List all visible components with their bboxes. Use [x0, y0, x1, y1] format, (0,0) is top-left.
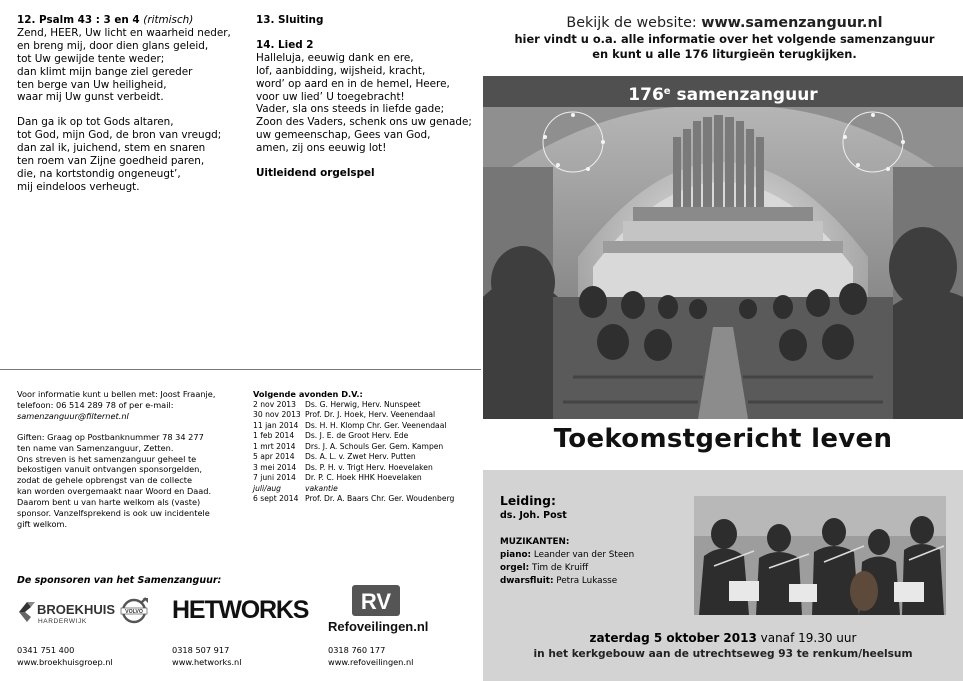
psalm-heading: 12. Psalm 43 : 3 en 4 (ritmisch) [17, 14, 194, 26]
info-line: bekostigen vanuit ontvangen sponsorgelden, [17, 464, 202, 475]
broekhuis-logo [17, 597, 152, 627]
psalm-line: waar mij Uw gunst verbeidt. [17, 91, 164, 104]
evenings-title: Volgende avonden D.V.: [253, 389, 363, 399]
evening-date: 30 nov 2013 [253, 410, 301, 419]
song-line: uw gemeenschap, Gees van God, [256, 129, 431, 142]
evening-row [253, 400, 481, 411]
edition-banner [483, 76, 963, 107]
sponsors-title: De sponsoren van het Samenzanguur: [17, 575, 222, 586]
edition-ordinal: e [663, 86, 671, 97]
sponsor-phone: 0318 507 917 [172, 645, 230, 655]
broekhuis-name: BROEKHUIS [37, 602, 116, 617]
psalm-line: ten berge van Uw heiligheid, [17, 78, 167, 91]
song-line: lof, aanbidding, wijsheid, kracht, [256, 64, 426, 77]
evening-date: 3 mei 2014 [253, 462, 297, 472]
sponsor-url[interactable]: www.broekhuisgroep.nl [17, 656, 113, 667]
song-text [256, 52, 481, 155]
psalm-line: dan klimt mijn bange ziel gereder [17, 65, 193, 78]
info-line: Daarom bent u van harte welkom als (vaste) [17, 497, 201, 508]
evening-date: 11 jan 2014 [253, 420, 299, 430]
info-line: telefoon: 06 514 289 78 of per e-mail: [17, 399, 174, 410]
event-time: vanaf 19.30 uur [756, 631, 857, 645]
evening-date: 1 feb 2014 [253, 431, 295, 440]
psalm-stanza-2 [17, 116, 247, 193]
song-heading: 14. Lied 2 [256, 38, 314, 51]
section-divider [0, 369, 481, 370]
song-line: Vader, sla ons steeds in liefde gade; [256, 103, 445, 116]
evening-speaker: Ds. H. H. Klomp Chr. Ger. Veenendaal [305, 420, 447, 430]
musician-role: orgel: [500, 563, 530, 573]
evening-speaker: Prof. Dr. J. Hoek, Herv. Veenendaal [305, 410, 436, 419]
evening-date: juli/aug [253, 483, 281, 493]
psalm-line: Zend, HEER, Uw licht en waarheid neder, [17, 26, 231, 39]
psalm-line: tot Uw gewijde tente weder; [17, 52, 165, 65]
sponsor-contact [17, 645, 113, 668]
song-line: amen, zij ons eeuwig lot! [256, 142, 387, 155]
event-date-line [483, 630, 963, 647]
musician-role: piano: [500, 550, 532, 560]
evening-speaker: Ds. J. E. de Groot Herv. Ede [305, 431, 409, 440]
evening-row [253, 494, 481, 505]
psalm-line: Dan ga ik op tot Gods altaren, [17, 116, 174, 129]
evening-row [253, 421, 481, 432]
info-line: zodat de gehele opbrengst van de collecte [17, 475, 192, 486]
website-info-line: hier vindt u o.a. alle informatie over het volgende samenzanguur [514, 32, 935, 46]
psalm-column [17, 14, 247, 194]
psalm-line: mij eindeloos verheugt. [17, 180, 140, 193]
musician-name: Tim de Kruiff [529, 563, 589, 573]
evening-row [253, 484, 481, 495]
website-info-line: en kunt u alle 176 liturgieën terugkijken. [592, 47, 857, 61]
closing-heading: 13. Sluiting [256, 14, 324, 26]
info-line: Ons streven is het samenzanguur geheel te [17, 453, 197, 464]
musician-role: dwarsfluit: [500, 576, 554, 586]
psalm-line: ten roem van Zijne goedheid paren, [17, 155, 205, 168]
info-line: kan worden overgemaakt naar Woord en Daad. [17, 486, 212, 497]
rv-badge-text: RV [360, 589, 392, 614]
evening-speaker: Dr. P. C. Hoek HHK Hoevelaken [305, 473, 422, 482]
evening-row [253, 463, 481, 474]
musician-row [500, 575, 634, 588]
info-line: gift welkom. [17, 518, 68, 529]
leading-label: Leiding: [500, 494, 556, 508]
sponsor-phone: 0341 751 400 [17, 645, 75, 655]
info-line: Giften: Graag op Postbanknummer 78 34 277 [17, 431, 204, 442]
refoveilingen-name: Refoveilingen.nl [328, 619, 429, 634]
info-line: ten name van Samenzanguur, Zetten. [17, 442, 174, 453]
sponsor-contact [328, 645, 413, 668]
evening-speaker: Ds. A. L. v. Zwet Herv. Putten [305, 452, 416, 461]
evening-row [253, 473, 481, 484]
psalm-line: en breng mij, door dien glans geleid, [17, 39, 209, 52]
musicians-photo [694, 496, 946, 615]
edition-number: 176 [628, 85, 664, 105]
musician-name: Petra Lukasse [553, 576, 618, 586]
hetworks-logo: HETWORKS [172, 596, 309, 624]
organ-heading: Uitleidend orgelspel [256, 167, 375, 180]
song-line: Zoon des Vaders, schenk ons uw genade; [256, 116, 472, 129]
edition-label: samenzanguur [670, 85, 818, 105]
info-block [17, 389, 245, 530]
website-line: Bekijk de website: www.samenzanguur.nl [566, 15, 883, 31]
broekhuis-sub: HARDERWIJK [38, 618, 87, 625]
evening-speaker: Drs. J. A. Schouls Ger. Gem. Kampen [305, 441, 444, 451]
website-block [486, 14, 963, 62]
evening-date: 1 mrt 2014 [253, 441, 296, 451]
info-line: sponsor. Vanzelfsprekend is ook uw incidentele [17, 508, 210, 519]
musician-row [500, 549, 634, 562]
theme-title: Toekomstgericht leven [553, 424, 893, 454]
evening-speaker: Ds. G. Herwig, Herv. Nunspeet [305, 399, 421, 409]
sponsor-phone: 0318 760 177 [328, 645, 386, 655]
evening-date: 6 sept 2014 [253, 494, 299, 503]
musician-row [500, 562, 634, 575]
psalm-stanza-1 [17, 27, 247, 104]
refoveilingen-logo [328, 584, 432, 634]
closing-column [256, 14, 481, 180]
evening-speaker: vakantie [305, 483, 338, 493]
event-details [483, 630, 963, 662]
evening-date: 7 juni 2014 [253, 473, 296, 482]
evening-speaker: Ds. P. H. v. Trigt Herv. Hoevelaken [305, 462, 433, 472]
lower-panel [483, 470, 963, 681]
psalm-line: tot God, mijn God, de bron van vreugd; [17, 129, 222, 142]
evening-date: 5 apr 2014 [253, 452, 295, 461]
song-line: voor uw lied’ U toegebracht! [256, 90, 405, 103]
church-photo [483, 107, 963, 419]
sponsor-url[interactable]: www.hetworks.nl [172, 656, 242, 667]
psalm-line: die, na kortstondig ongeneugt’, [17, 167, 181, 180]
psalm-line: dan zal ik, juichend, stem en snaren [17, 142, 206, 155]
event-date: zaterdag 5 oktober 2013 [589, 631, 757, 645]
evening-row [253, 452, 481, 463]
info-email[interactable]: samenzanguur@filternet.nl [17, 410, 129, 421]
evening-row [253, 410, 481, 421]
song-line: Halleluja, eeuwig dank en ere, [256, 51, 414, 64]
sponsor-url[interactable]: www.refoveilingen.nl [328, 656, 414, 667]
evening-row [253, 442, 481, 453]
evening-date: 2 nov 2013 [253, 399, 296, 409]
volvo-logo-icon [121, 598, 148, 622]
broekhuis-emblem-icon [19, 602, 35, 622]
musicians-title: MUZIKANTEN: [500, 537, 570, 547]
leading-name: ds. Joh. Post [500, 510, 567, 521]
evenings-list [253, 389, 481, 505]
song-line: word’ op aard en in de hemel, Heere, [256, 77, 450, 90]
musicians-block [500, 536, 634, 588]
psalm-heading-note: (ritmisch) [143, 14, 194, 26]
cello-icon [850, 571, 878, 611]
info-line: Voor informatie kunt u bellen met: Joost Fraanje, [17, 389, 216, 399]
evening-row [253, 431, 481, 442]
evening-speaker: Prof. Dr. A. Baars Chr. Ger. Woudenberg [305, 494, 455, 503]
sponsor-contact [172, 645, 242, 668]
musician-name: Leander van der Steen [531, 550, 635, 560]
volvo-badge: VOLVO [125, 609, 143, 615]
website-url[interactable]: www.samenzanguur.nl [701, 15, 883, 31]
event-venue: in het kerkgebouw aan de utrechtseweg 93 te renkum/heelsum [533, 648, 913, 660]
